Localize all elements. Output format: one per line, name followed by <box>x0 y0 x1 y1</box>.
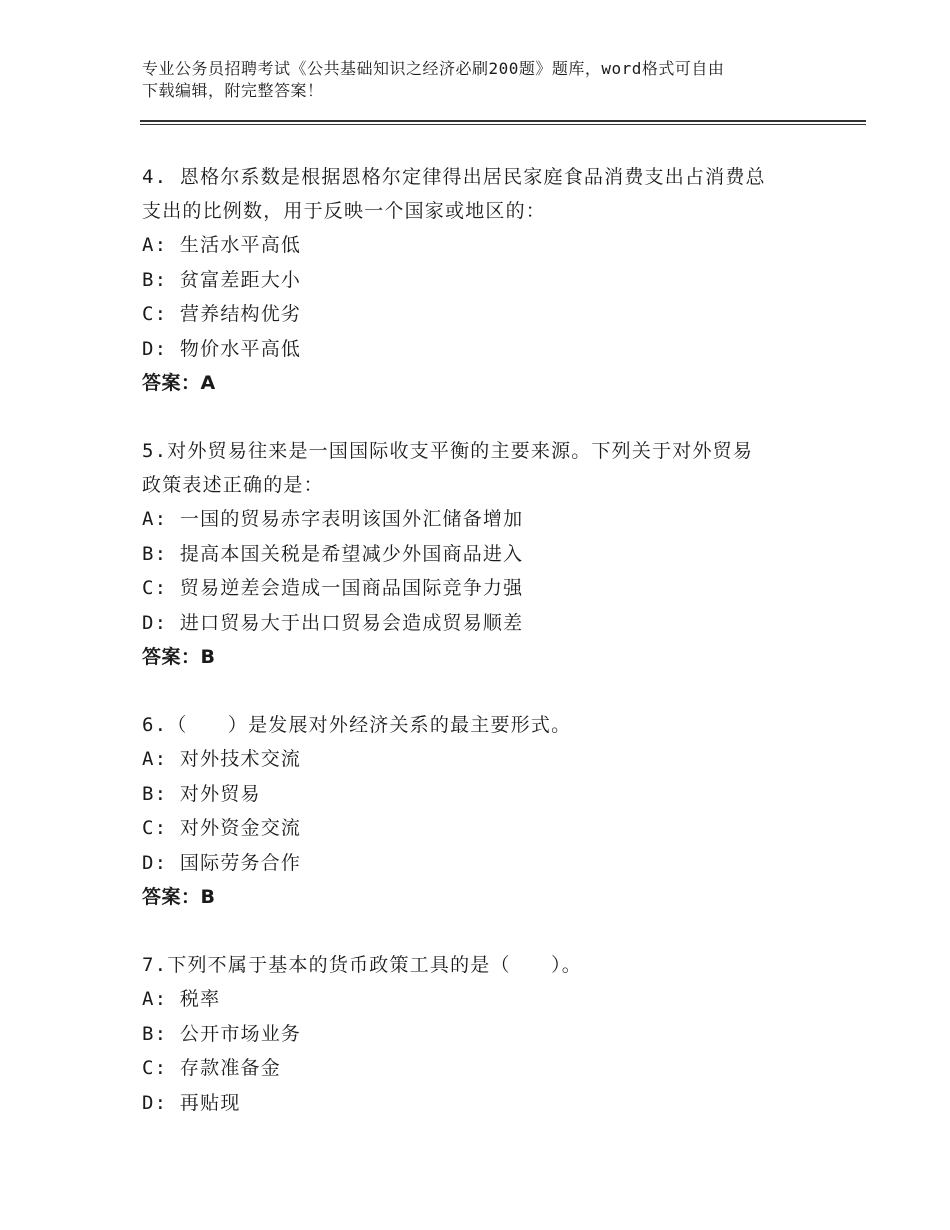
answer: 答案：A <box>142 372 216 394</box>
answer: 答案：B <box>142 646 216 668</box>
spacer <box>142 674 832 708</box>
question-stem: 6.（ ）是发展对外经济关系的最主要形式。 <box>142 714 572 736</box>
option-c: C: 贸易逆差会造成一国商品国际竞争力强 <box>142 577 524 599</box>
spacer <box>142 914 832 948</box>
option-d: D: 物价水平高低 <box>142 337 302 360</box>
question-stem: 7.下列不属于基本的货币政策工具的是（ ）。 <box>142 954 582 976</box>
option-b: B: 贫富差距大小 <box>142 268 302 291</box>
option-c: C: 存款准备金 <box>142 1057 281 1079</box>
question-5 <box>142 434 832 674</box>
option-a: A: 一国的贸易赤字表明该国外汇储备增加 <box>142 508 524 530</box>
question-stem-continued: 政策表述正确的是： <box>142 474 324 496</box>
question-4 <box>142 160 832 400</box>
question-stem: 4. 恩格尔系数是根据恩格尔定律得出居民家庭食品消费支出占消费总 <box>142 166 766 188</box>
option-c: C: 营养结构优劣 <box>142 303 302 325</box>
option-b: B: 提高本国关税是希望减少外国商品进入 <box>142 542 524 565</box>
option-a: A: 生活水平高低 <box>142 234 302 256</box>
question-7 <box>142 948 832 1120</box>
option-d: D: 再贴现 <box>142 1091 241 1114</box>
header-line-1: 专业公务员招聘考试《公共基础知识之经济必刷200题》题库，word格式可自由 <box>142 59 725 78</box>
answer: 答案：B <box>142 886 216 908</box>
option-b: B: 对外贸易 <box>142 782 261 805</box>
option-c: C: 对外资金交流 <box>142 817 302 839</box>
option-a: A: 税率 <box>142 988 221 1010</box>
header-divider-thick <box>140 120 866 122</box>
option-d: D: 国际劳务合作 <box>142 851 302 874</box>
question-stem-continued: 支出的比例数，用于反映一个国家或地区的： <box>142 200 547 222</box>
question-6 <box>142 708 832 914</box>
document-header <box>142 58 822 102</box>
header-divider-thin <box>140 124 866 125</box>
header-line-2: 下载编辑，附完整答案！ <box>142 81 324 100</box>
question-list <box>142 160 832 1120</box>
option-a: A: 对外技术交流 <box>142 748 302 770</box>
spacer <box>142 400 832 434</box>
option-d: D: 进口贸易大于出口贸易会造成贸易顺差 <box>142 611 524 634</box>
option-b: B: 公开市场业务 <box>142 1022 302 1045</box>
question-stem: 5.对外贸易往来是一国国际收支平衡的主要来源。下列关于对外贸易 <box>142 440 754 462</box>
